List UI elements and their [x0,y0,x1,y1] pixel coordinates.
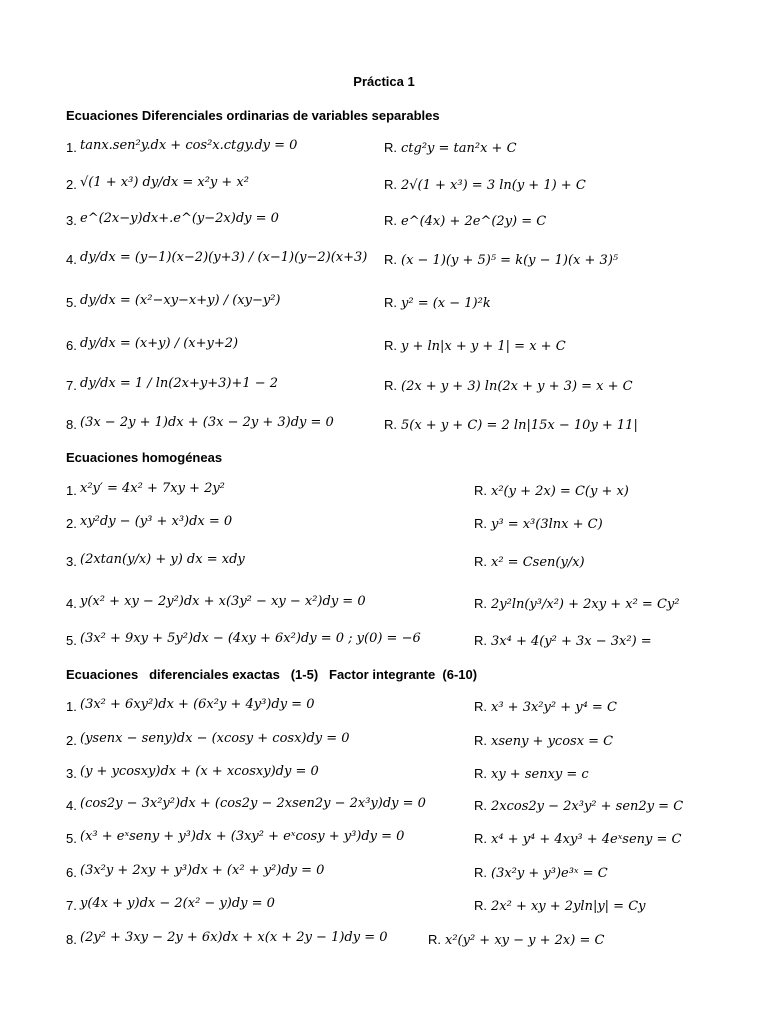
answer-text: 2x² + xy + 2yln|y| = Cy [491,899,646,914]
answer-text: y³ = x³(3lnx + C) [491,517,603,532]
equation: dy/dx = (x²−xy−x+y) / (xy−y²) [80,293,281,308]
exercise-row [66,699,746,721]
exercise-number: 7. [66,898,77,913]
exercise-number: 3. [66,766,77,781]
answer-label: R. [474,483,487,498]
answer [384,338,566,354]
answer [384,140,517,156]
answer-label: R. [474,798,487,813]
answer-label: R. [474,633,487,648]
answer-label: R. [474,596,487,611]
answer-label: R. [474,516,487,531]
equation: x²y′ = 4x² + 7xy + 2y² [80,481,225,496]
answer-label: R. [384,338,397,353]
exercise-number: 3. [66,213,77,228]
answer [384,213,546,229]
answer-text: y + ln|x + y + 1| = x + C [401,339,566,354]
exercise-number: 3. [66,554,77,569]
answer [384,378,633,394]
answer-label: R. [384,177,397,192]
exercise-number: 1. [66,140,77,155]
exercise-number: 4. [66,596,77,611]
answer-text: x²(y + 2x) = C(y + x) [491,484,629,499]
exercise-row [66,596,746,618]
answer-label: R. [474,699,487,714]
equation: tanx.sen²y.dx + cos²x.ctgy.dy = 0 [80,138,298,153]
section-heading-exactas: Ecuaciones diferenciales exactas (1-5) Factor integrante (6-10) [66,667,478,682]
equation: (x³ + eˣseny + y³)dx + (3xy² + eˣcosy + y³)dy = 0 [80,829,405,844]
answer-text: 3x⁴ + 4(y² + 3x − 3x²) = [491,634,652,649]
exercise-number: 8. [66,932,77,947]
exercise-number: 5. [66,633,77,648]
exercise-row [66,766,746,788]
answer-text: x³ + 3x²y² + y⁴ = C [491,700,617,715]
answer [428,932,604,948]
exercise-number: 2. [66,733,77,748]
answer [384,417,638,433]
exercise-number: 6. [66,338,77,353]
exercise-row [66,213,746,235]
answer-text: (x − 1)(y + 5)⁵ = k(y − 1)(x + 3)⁵ [401,253,619,268]
answer-label: R. [384,252,397,267]
answer-label: R. [384,417,397,432]
exercise-row [66,831,746,853]
exercise-row [66,177,746,199]
answer-text: y² = (x − 1)²k [401,296,491,311]
equation: e^(2x−y)dx+.e^(y−2x)dy = 0 [80,211,279,226]
answer-text: 2√(1 + x³) = 3 ln(y + 1) + C [401,178,586,193]
answer [474,798,683,814]
page-title: Práctica 1 [353,74,415,89]
answer-text: 2xcos2y − 2x³y² + sen2y = C [491,799,684,814]
equation: dy/dx = (y−1)(x−2)(y+3) / (x−1)(y−2)(x+3) [80,250,368,265]
answer-text: xy + senxy = c [491,767,589,782]
exercise-row [66,378,746,400]
answer [474,483,629,499]
exercise-row [66,865,746,887]
exercise-row [66,932,746,954]
exercise-number: 5. [66,295,77,310]
section-heading-separables: Ecuaciones Diferenciales ordinarias de variables separables [66,108,440,123]
equation: (2y² + 3xy − 2y + 6x)dx + x(x + 2y − 1)dy = 0 [80,930,388,945]
answer [474,516,603,532]
answer-text: (3x²y + y³)e³ˣ = C [491,866,608,881]
answer [384,295,491,311]
section-heading-homogeneas: Ecuaciones homogéneas [66,450,223,465]
exercise-row [66,140,746,162]
exercise-row [66,633,746,655]
answer-label: R. [474,554,487,569]
answer-text: x²(y² + xy − y + 2x) = C [445,933,605,948]
answer-label: R. [474,733,487,748]
answer-text: xseny + ycosx = C [491,734,614,749]
equation: dy/dx = 1 / ln(2x+y+3)+1 − 2 [80,376,279,391]
answer-label: R. [384,295,397,310]
equation: (3x² + 6xy²)dx + (6x²y + 4y³)dy = 0 [80,697,315,712]
exercise-row [66,516,746,538]
answer [474,831,682,847]
answer-label: R. [384,378,397,393]
answer [474,596,679,612]
equation: (3x² + 9xy + 5y²)dx − (4xy + 6x²)dy = 0 ; y(0) = −6 [80,631,421,646]
equation: (cos2y − 3x²y²)dx + (cos2y − 2xsen2y − 2x³y)dy = 0 [80,796,426,811]
exercise-number: 1. [66,699,77,714]
answer-text: ctg²y = tan²x + C [401,141,517,156]
answer [474,733,613,749]
answer-label: R. [474,865,487,880]
answer [474,898,646,914]
exercise-number: 2. [66,516,77,531]
equation: dy/dx = (x+y) / (x+y+2) [80,336,239,351]
equation: y(x² + xy − 2y²)dx + x(3y² − xy − x²)dy = 0 [80,594,366,609]
exercise-number: 6. [66,865,77,880]
answer-label: R. [474,831,487,846]
exercise-row [66,417,746,439]
answer [474,633,652,649]
answer [474,766,589,782]
equation: (3x − 2y + 1)dx + (3x − 2y + 3)dy = 0 [80,415,334,430]
equation: (y + ycosxy)dx + (x + xcosxy)dy = 0 [80,764,319,779]
exercise-row [66,483,746,505]
exercise-number: 4. [66,798,77,813]
answer-label: R. [384,213,397,228]
answer-label: R. [474,766,487,781]
answer [474,699,617,715]
answer [384,177,586,193]
equation: y(4x + y)dx − 2(x² − y)dy = 0 [80,896,275,911]
answer-text: (2x + y + 3) ln(2x + y + 3) = x + C [401,379,633,394]
exercise-row [66,338,746,360]
exercise-row [66,733,746,755]
equation: (2xtan(y/x) + y) dx = xdy [80,552,245,567]
answer-label: R. [474,898,487,913]
exercise-number: 4. [66,252,77,267]
exercise-number: 2. [66,177,77,192]
equation: (ysenx − seny)dx − (xcosy + cosx)dy = 0 [80,731,350,746]
exercise-number: 5. [66,831,77,846]
exercise-row [66,554,746,576]
equation: (3x²y + 2xy + y³)dx + (x² + y²)dy = 0 [80,863,325,878]
answer-text: e^(4x) + 2e^(2y) = C [401,214,547,229]
exercise-row [66,898,746,920]
exercise-number: 7. [66,378,77,393]
answer-text: x⁴ + y⁴ + 4xy³ + 4eˣseny = C [491,832,682,847]
answer [384,252,618,268]
answer-text: 2y²ln(y³/x²) + 2xy + x² = Cy² [491,597,680,612]
answer-text: x² = Csen(y/x) [491,555,585,570]
answer-label: R. [428,932,441,947]
equation: √(1 + x³) dy/dx = x²y + x² [80,175,249,190]
answer [474,554,585,570]
exercise-row [66,252,746,274]
answer [474,865,608,881]
exercise-number: 1. [66,483,77,498]
answer-label: R. [384,140,397,155]
exercise-row [66,295,746,317]
exercise-number: 8. [66,417,77,432]
exercise-row [66,798,746,820]
equation: xy²dy − (y³ + x³)dx = 0 [80,514,233,529]
answer-text: 5(x + y + C) = 2 ln|15x − 10y + 11| [401,418,638,433]
